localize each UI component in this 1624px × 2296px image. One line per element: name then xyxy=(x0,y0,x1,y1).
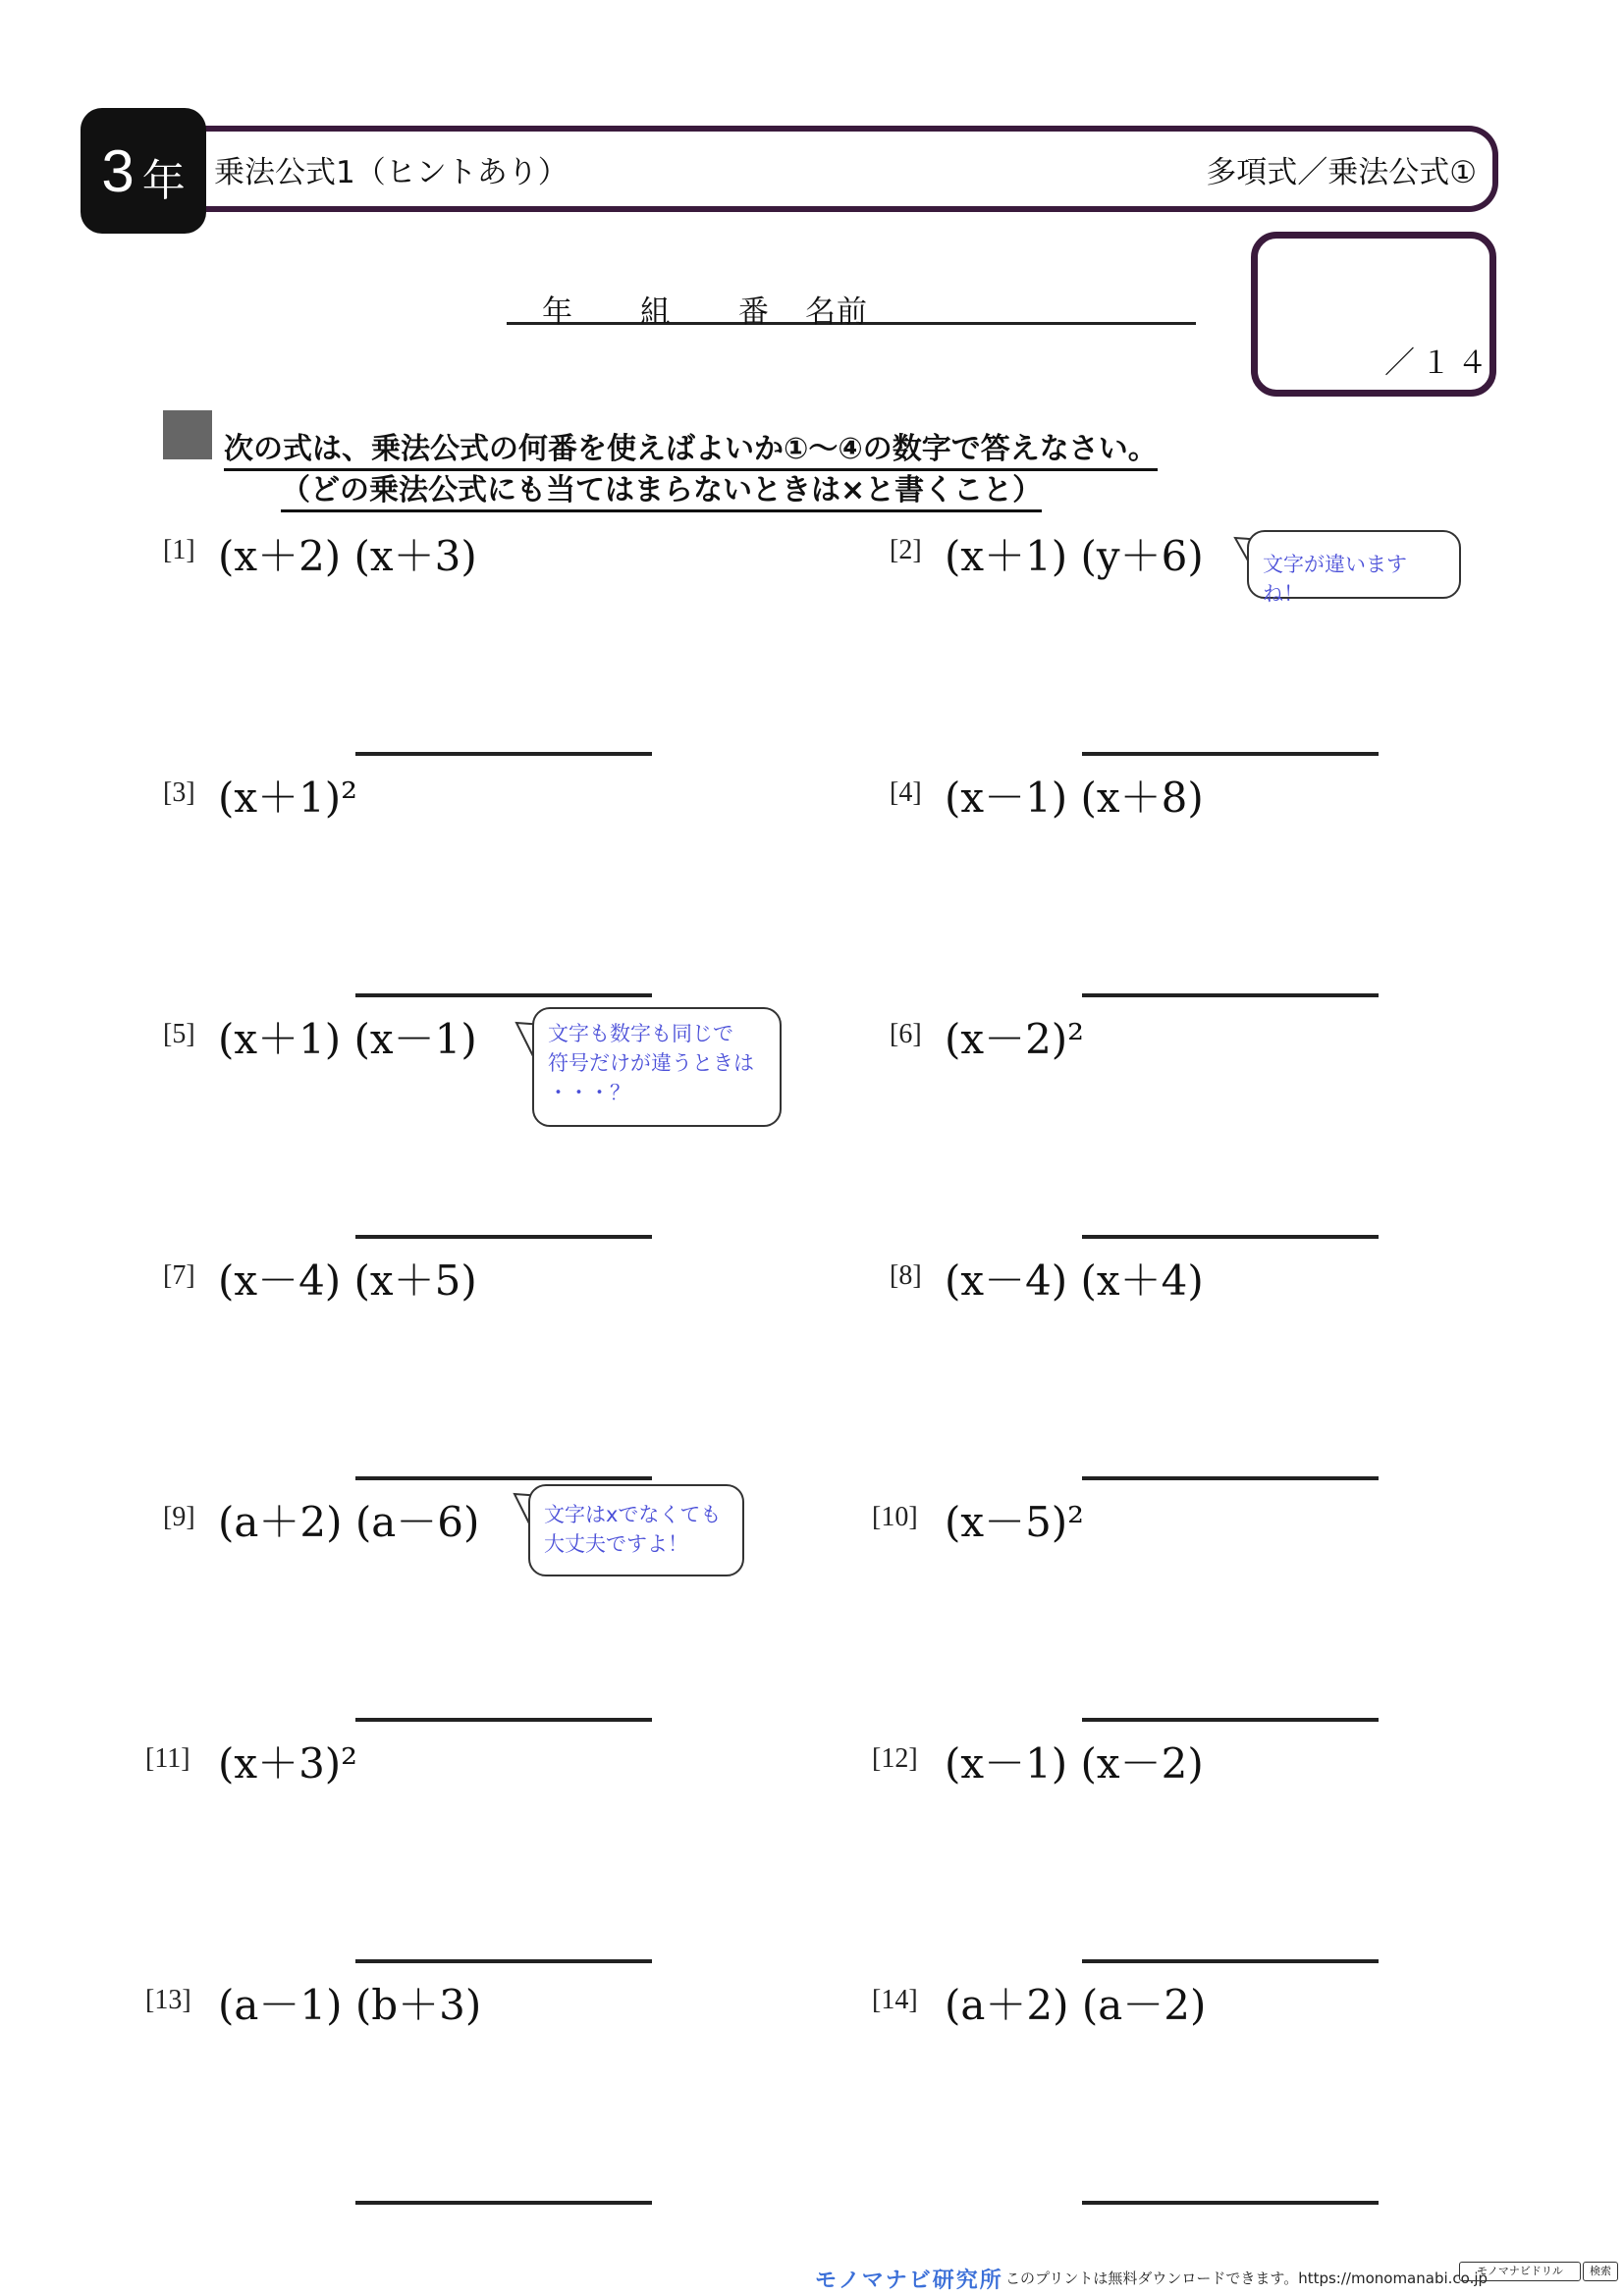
footer-search-button[interactable]: 検索 xyxy=(1583,2262,1618,2281)
problem-label: [11] xyxy=(145,1743,190,1774)
name-label: 名前 xyxy=(805,294,868,330)
hint-bubble-5: 文字も数字も同じで 符号だけが違うときは ・・・？ xyxy=(532,1007,782,1127)
problem-expression: (a＋2) (a－6) xyxy=(218,1498,480,1546)
answer-line[interactable] xyxy=(1082,993,1379,997)
grade-badge xyxy=(81,108,206,234)
worksheet-category: 多項式／乗法公式① xyxy=(1206,155,1477,190)
problem-label: [5] xyxy=(163,1019,195,1049)
answer-line[interactable] xyxy=(1082,1235,1379,1239)
problem-label: [7] xyxy=(163,1260,195,1291)
answer-line[interactable] xyxy=(1082,1718,1379,1722)
problem-label: [6] xyxy=(890,1019,922,1049)
footer-text: このプリントは無料ダウンロードできます。https://monomanabi.co.jp xyxy=(1005,2269,1489,2287)
problem-label: [10] xyxy=(872,1502,918,1532)
answer-line[interactable] xyxy=(1082,1959,1379,1963)
problem-expression: (x＋3)² xyxy=(218,1739,358,1788)
hint-bubble-9: 文字はxでなくても 大丈夫ですよ！ xyxy=(528,1484,744,1576)
answer-line[interactable] xyxy=(1082,752,1379,756)
worksheet-title: 乗法公式1（ヒントあり） xyxy=(214,155,568,190)
problem-expression: (x＋1) (y＋6) xyxy=(945,532,1204,580)
hint-bubble-2: 文字が違いますね！ xyxy=(1247,530,1461,599)
problem-expression: (x－1) (x－2) xyxy=(945,1739,1204,1788)
answer-line[interactable] xyxy=(355,993,652,997)
footer-search-field[interactable]: モノマナビドリル xyxy=(1459,2262,1581,2281)
problem-expression: (a－1) (b＋3) xyxy=(218,1981,482,2029)
problem-label: [14] xyxy=(872,1985,918,2015)
answer-line[interactable] xyxy=(355,1235,652,1239)
problem-expression: (a＋2) (a－2) xyxy=(945,1981,1207,2029)
problem-expression: (x＋1)² xyxy=(218,774,358,822)
problem-expression: (x＋1) (x－1) xyxy=(218,1015,477,1063)
answer-line[interactable] xyxy=(355,1718,652,1722)
answer-line[interactable] xyxy=(1082,2201,1379,2205)
answer-line[interactable] xyxy=(1082,1476,1379,1480)
problem-expression: (x－1) (x＋8) xyxy=(945,774,1204,822)
instruction-line-2: （どの乗法公式にも当てはまらないときは×と書くこと） xyxy=(281,465,1042,512)
problem-expression: (x－5)² xyxy=(945,1498,1085,1546)
answer-line[interactable] xyxy=(355,752,652,756)
problem-expression: (x－4) (x＋4) xyxy=(945,1256,1204,1305)
problem-label: [3] xyxy=(163,777,195,808)
section-marker xyxy=(163,410,212,459)
problem-label: [2] xyxy=(890,535,922,565)
instruction-line-1: 次の式は、乗法公式の何番を使えばよいか①～④の数字で答えなさい。 xyxy=(224,424,1158,471)
grade-number: 3 xyxy=(101,137,135,204)
answer-line[interactable] xyxy=(355,2201,652,2205)
number-label: 番 xyxy=(738,294,770,330)
year-label: 年 xyxy=(542,294,573,330)
answer-line[interactable] xyxy=(355,1959,652,1963)
problem-label: [13] xyxy=(145,1985,191,2015)
problem-expression: (x－4) (x＋5) xyxy=(218,1256,477,1305)
name-line[interactable] xyxy=(507,287,1196,330)
footer-logo[interactable]: モノマナビ研究所 xyxy=(815,2269,1003,2293)
grade-label: 年 xyxy=(141,156,186,206)
problem-label: [12] xyxy=(872,1743,918,1774)
problem-expression: (x－2)² xyxy=(945,1015,1085,1063)
class-label: 組 xyxy=(640,294,672,330)
score-total: ／１４ xyxy=(1384,346,1493,381)
problem-expression: (x＋2) (x＋3) xyxy=(218,532,477,580)
problem-label: [9] xyxy=(163,1502,195,1532)
problem-label: [8] xyxy=(890,1260,922,1291)
answer-line[interactable] xyxy=(355,1476,652,1480)
problem-label: [4] xyxy=(890,777,922,808)
problem-label: [1] xyxy=(163,535,195,565)
